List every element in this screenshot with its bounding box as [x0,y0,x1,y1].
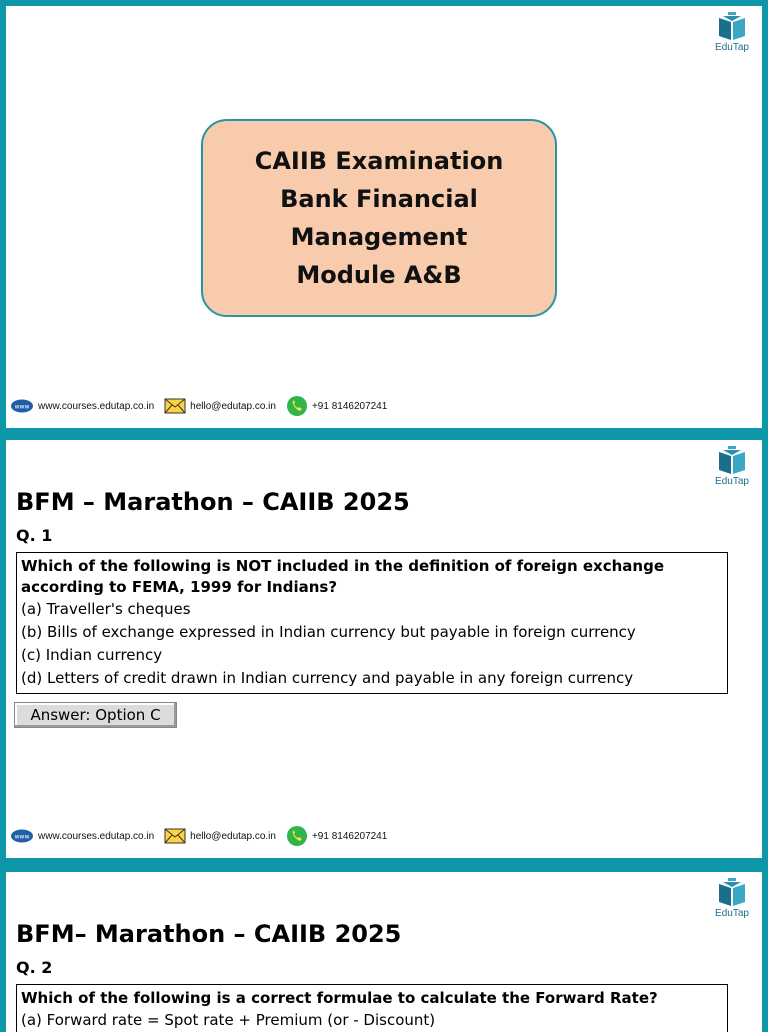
svg-text:www: www [14,833,30,841]
logo-text: EduTap [715,42,749,53]
option-c: (c) Indian currency [21,646,163,664]
title-line: Module A&B [296,261,462,289]
logo-text: EduTap [715,476,749,487]
slide-heading: BFM– Marathon – CAIIB 2025 [16,920,402,948]
question-box [16,552,728,694]
title-line: Bank Financial [280,185,478,213]
edutap-logo-icon [717,446,747,476]
edutap-logo [712,878,752,919]
email-text: hello@edutap.co.in [190,830,276,842]
option-a: (a) Forward rate = Spot rate + Premium (or - Discount) [21,1011,436,1029]
question-box [16,984,728,1032]
website-item[interactable] [10,399,154,413]
question-text: Which of the following is a correct formulae to calculate the Forward Rate? [21,989,658,1007]
phone-text: +91 8146207241 [311,830,388,842]
slide-title [6,6,762,428]
edutap-logo [712,446,752,487]
globe-icon [10,399,34,413]
mail-icon [164,398,186,414]
globe-icon [10,829,34,843]
phone-icon [286,825,308,847]
title-line: CAIIB Examination [254,147,504,175]
option-a: (a) Traveller's cheques [21,600,191,618]
title-line: Management [290,223,468,251]
phone-item[interactable] [286,825,387,847]
edutap-logo-icon [717,12,747,42]
website-item[interactable] [10,829,154,843]
contact-footer [10,824,397,848]
slide-question-1 [6,440,762,858]
option-b: (b) Bills of exchange expressed in Indian currency but payable in foreign currency [21,623,636,641]
phone-item[interactable] [286,395,387,417]
mail-icon [164,828,186,844]
option-d: (d) Letters of credit drawn in Indian currency and payable in any foreign currency [21,669,634,687]
edutap-logo-icon [717,878,747,908]
contact-footer [10,394,397,418]
email-item[interactable] [164,398,276,414]
website-text: www.courses.edutap.co.in [38,400,155,412]
svg-text:www: www [14,403,30,411]
title-box [201,119,557,317]
logo-text: EduTap [715,908,749,919]
phone-text: +91 8146207241 [311,400,388,412]
question-text: Which of the following is NOT included in the definition of foreign exchange according to FEMA, 1999 for Indians? [21,557,664,596]
phone-icon [286,395,308,417]
email-text: hello@edutap.co.in [190,400,276,412]
email-item[interactable] [164,828,276,844]
website-text: www.courses.edutap.co.in [38,830,155,842]
slide-question-2 [6,872,762,1032]
answer-button[interactable]: Answer: Option C [14,702,177,728]
question-number: Q. 1 [16,526,53,545]
edutap-logo [712,12,752,53]
question-number: Q. 2 [16,958,53,977]
slide-heading: BFM – Marathon – CAIIB 2025 [16,488,410,516]
